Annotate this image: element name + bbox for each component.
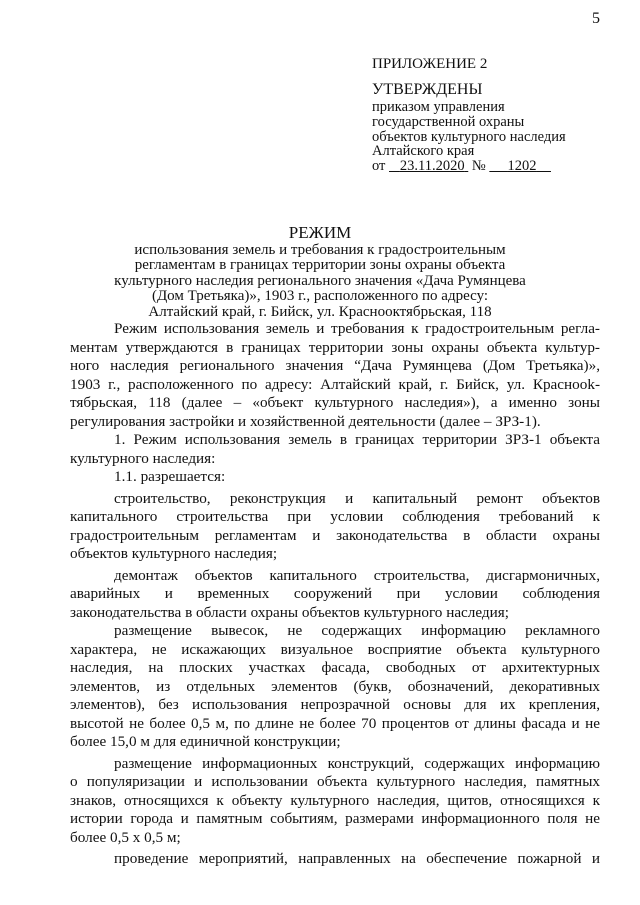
appendix-label: ПРИЛОЖЕНИЕ 2 (372, 56, 488, 72)
approval-block (372, 80, 632, 174)
paragraph-line: элементов), без использования непрозрачной основы для их крепления, (70, 696, 600, 713)
paragraph-line: проведение мероприятий, направленных на обеспечение пожарной и (114, 850, 600, 867)
document-body (70, 320, 600, 869)
paragraph-line: более 0,5 х 0,5 м; (70, 828, 181, 846)
section-heading: культурного наследия: (70, 449, 216, 467)
approval-title: УТВЕРЖДЕНЫ (372, 81, 483, 98)
paragraph-line: истории города и памятным событиям, размерами информационного поля не (70, 810, 600, 827)
intro-line: регулирования застройки и хозяйственной деятельности (далее – ЗРЗ-1). (70, 412, 541, 430)
title-line: (Дом Третьяка)», 1903 г., расположенного по адресу: (151, 288, 489, 305)
approval-line: Алтайского края (372, 143, 475, 160)
title-line: использования земель и требования к градостроительным (134, 242, 506, 258)
approval-date-line (372, 159, 632, 174)
paragraph-line: более 15,0 м для единичной конструкции; (70, 733, 341, 750)
paragraph-line: о популяризации и использовании объекта культурного наследия, памятных (70, 773, 600, 790)
approval-line: объектов культурного наследия (372, 128, 566, 145)
approval-line: приказом управления (372, 99, 505, 115)
paragraph-line: высотой не более 0,5 м, по длине не более 70 процентов от длины фасада и не (70, 714, 600, 732)
page-number: 5 (592, 10, 600, 27)
paragraph-line: характера, не искажающих визуальное восприятие объекта культурного (70, 640, 600, 658)
paragraph-line: градостроительным регламентам и законодательства в области охраны (70, 526, 600, 544)
paragraph-line: капитального строительства при условии соблюдения требований к (70, 508, 600, 525)
paragraph-line: размещение информационных конструкций, содержащих информацию (114, 754, 600, 772)
intro-line: Режим использования земель и требования к градостроительным регла- (114, 320, 600, 337)
intro-line: тябрьская, 118 (далее – «объект культурного наследия»), а именно зоны (70, 394, 600, 411)
intro-line: 1903 г., расположенного по адресу: Алтайский край, г. Бийск, ул. Краснооk- (70, 375, 600, 393)
paragraph-line: демонтаж объектов капитального строительства, дисгармоничных, (114, 566, 600, 584)
approval-line: государственной охраны (372, 113, 525, 130)
intro-line: ного наследия регионального значения “Дача Румянцева (Дом Третьяка)», (70, 357, 600, 374)
section-heading: 1. Режим использования земель в границах территории ЗРЗ-1 объекта (114, 431, 600, 448)
paragraph-line: размещение вывесок, не содержащих информацию рекламного (114, 622, 600, 639)
paragraph-line: строительство, реконструкция и капитальный ремонт объектов (114, 489, 600, 507)
paragraph-line: знаков, относящихся к объекту культурного наследия, щитов, относящихся к (70, 791, 600, 809)
paragraph-line: элементов, из отдельных элементов (букв, обозначений, декоративных (70, 677, 600, 695)
approval-number: 1202 (507, 158, 537, 175)
approval-date: 23.11.2020 (399, 158, 465, 175)
paragraph-line: наследия, на плоских участках фасада, свободных от архитектурных (70, 659, 600, 676)
title-line: регламентам в границах территории зоны охраны объекта (134, 257, 506, 274)
paragraph-line: законодательства в области охраны объектов культурного наследия; (70, 603, 509, 621)
title-main: РЕЖИМ (288, 223, 352, 242)
intro-line: ментам утверждаются в границах территории зоны охраны объекта культур- (70, 338, 600, 356)
number-label: № (471, 158, 486, 175)
subsection-heading: 1.1. разрешается: (114, 468, 226, 485)
document-title (0, 222, 640, 320)
title-line: культурного наследия регионального значения «Дача Румянцева (114, 272, 526, 289)
title-line: Алтайский край, г. Бийск, ул. Краснооктябрьская, 118 (148, 303, 492, 320)
paragraph-line: объектов культурного наследия; (70, 545, 278, 562)
paragraph-line: аварийных и временных сооружений при условии соблюдения (70, 585, 600, 602)
date-prefix: от (372, 158, 386, 175)
